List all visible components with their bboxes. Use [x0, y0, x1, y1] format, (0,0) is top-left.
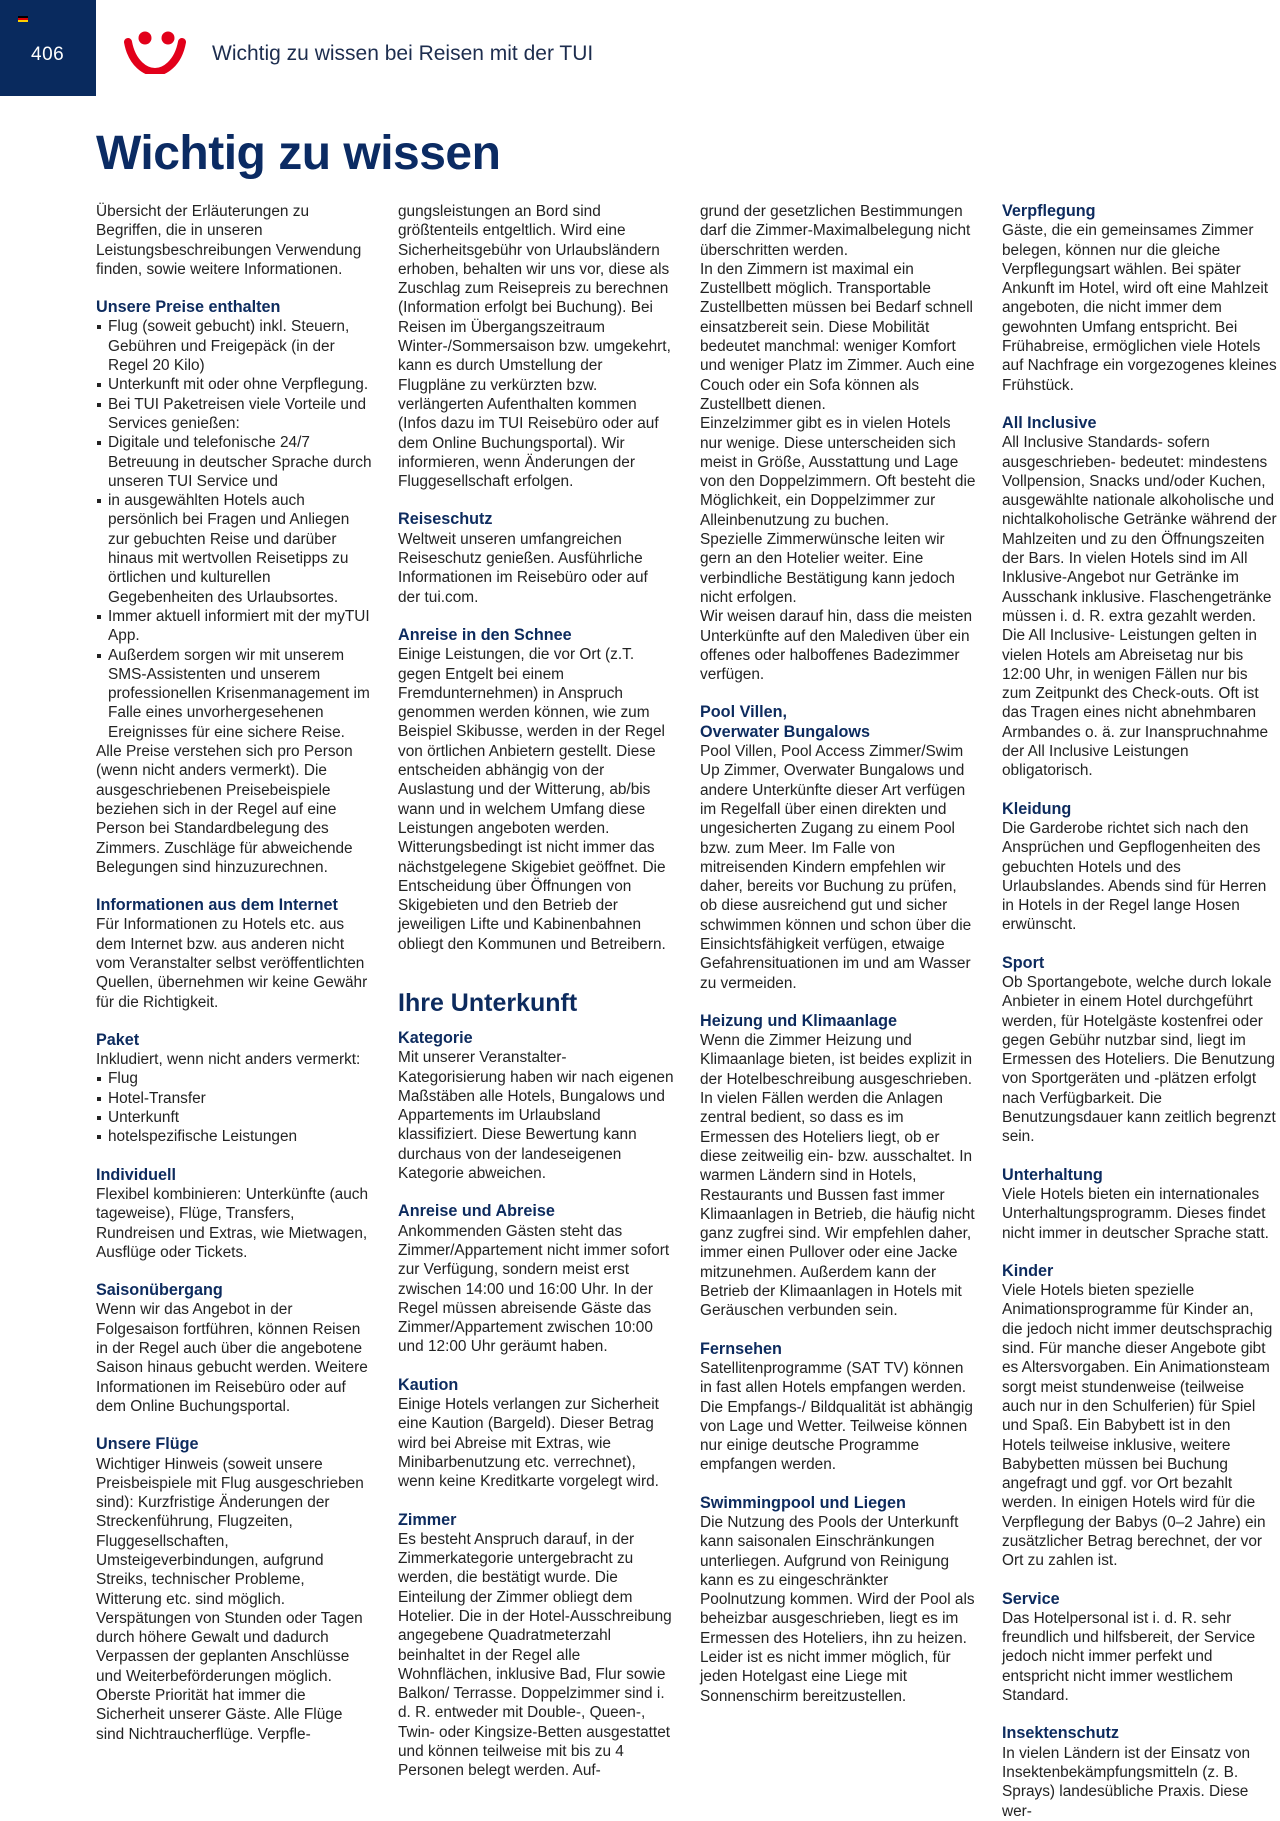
section-heading-individuell: Individuell — [96, 1165, 177, 1184]
preise-text: Alle Preise verstehen sich pro Person (wenn nicht anders vermerkt). Die ausgeschriebenen Preisebeispiele beziehen sich in der Regel auf eine Person bei Standardbelegung des Zimmers. Zuschläge für abweichende Belegungen sind hinzuzurechnen. — [96, 743, 353, 876]
pool-villen-text: Pool Villen, Pool Access Zimmer/Swim Up Zimmer, Overwater Bungalows und andere Unterkünfte dieser Art verfügen im Regelfall über einen direkten und ungesicherten Zugang zu einem Pool bzw. zum Meer. Im Falle von mitreisenden Kindern empfehlen wir daher, bereits vor Buchung zu prüfen, ob diese ausreichend gut und sicher schwimmen können und schon über die Einsichtsfähigkeit verfügen, etwaige Gefahrensituationen im und am Wasser zu vermeiden. — [700, 743, 972, 992]
list-item: Immer aktuell informiert mit der myTUI App. — [96, 607, 372, 646]
tui-logo-icon — [124, 30, 186, 74]
section-heading-heizung: Heizung und Klimaanlage — [700, 1011, 897, 1030]
list-item: Unterkunft — [96, 1108, 372, 1127]
zimmer-text-continued: grund der gesetzlichen Bestimmungen darf die Zimmer-Maximalbelegung nicht überschritten werden. — [700, 203, 971, 259]
section-heading-fluege: Unsere Flüge — [96, 1435, 199, 1454]
reiseschutz-text: Weltweit unseren umfangreichen Reiseschutz genießen. Ausführliche Informationen im Reisebüro oder auf der tui.com. — [398, 530, 648, 606]
anreise-text: Ankommenden Gästen steht das Zimmer/Appartement nicht immer sofort zur Verfügung, sondern meist erst zwischen 14:00 und 16:00 Uhr. In der Regel müssen abreisende Gäste das Zimmer/Appartement zwischen 10:00 und 12:00 Uhr geräumt haben. — [398, 1222, 670, 1356]
zimmer-text-continued: Einzelzimmer gibt es in vielen Hotels nur wenige. Diese unterscheiden sich meist in Größe, Ausstattung und Lage von den Doppelzimmern. Oft besteht die Möglichkeit, ein Doppelzimmer zur Alleinbenutzung zu buchen. — [700, 415, 976, 529]
zimmer-text-continued: Wir weisen darauf hin, dass die meisten Unterkünfte auf den Malediven über ein offenes oder halboffenes Badezimmer verfügen. — [700, 608, 973, 684]
zimmer-text-continued: Spezielle Zimmerwünsche leiten wir gern an den Hotelier weiter. Eine verbindliche Bestätigung kann jedoch nicht erfolgen. — [700, 531, 955, 606]
list-item: hotelspezifische Leistungen — [96, 1127, 372, 1146]
individuell-text: Flexibel kombinieren: Unterkünfte (auch tageweise), Flüge, Transfers, Rundreisen und Extras, wie Mietwagen, Ausflüge oder Tickets. — [96, 1185, 369, 1261]
section-heading-verpflegung: Verpflegung — [1002, 202, 1096, 220]
list-item: Digitale und telefonische 24/7 Betreuung in deutscher Sprache durch unseren TUI Service und — [96, 433, 372, 491]
section-heading-internet: Informationen aus dem Internet — [96, 896, 338, 915]
fernsehen-text: Satellitenprogramme (SAT TV) können in fast allen Hotels empfangen werden. Die Empfangs-/ Bildqualität ist abhängig von Lage und Wetter. Teilweise können nur einige deutsche Programme empfangen werden. — [700, 1359, 973, 1474]
preise-list — [96, 317, 372, 742]
section-heading-kaution: Kaution — [398, 1375, 459, 1394]
insektenschutz-text: In vielen Ländern ist der Einsatz von Insektenbekämpfungsmitteln (z. B. Sprays) landesübliche Praxis. Diese wer- — [1002, 1744, 1251, 1820]
page-number-tab — [0, 0, 96, 96]
kinder-text: Viele Hotels bieten spezielle Animationsprogramme für Kinder an, die jedoch nicht immer deutschsprachig sind. Für manche dieser Angebote gibt es Altersvorgaben. Ein Animationsteam sorgt meist stundenweise (teilweise auch nur in den Schulferien) für Spiel und Spaß. Ein Babybett ist in den Hotels teilweise inklusive, weitere Babybetten müssen bei Buchung angefragt und ggf. vor Ort bezahlt werden. In einigen Hotels wird für die Verpflegung der Babys (0–2 Jahre) ein zusätzlicher Betrag berechnet, der vor Ort zu zahlen ist. — [1002, 1282, 1273, 1570]
zimmer-text-continued: In den Zimmern ist maximal ein Zustellbett möglich. Transportable Zustellbetten müssen bei Bedarf schnell einsatzbereit sein. Diese Mobilität bedeutet manchmal: weniger Komfort und weniger Platz im Zimmer. Auch eine Couch oder ein Sofa können als Zustellbett dienen. — [700, 260, 975, 413]
running-header: Wichtig zu wissen bei Reisen mit der TUI — [212, 42, 594, 65]
section-heading-saison: Saisonübergang — [96, 1281, 223, 1300]
section-heading-preise: Unsere Preise enthalten — [96, 298, 281, 317]
intro-text: Übersicht der Erläuterungen zu Begriffen, die in unseren Leistungsbeschreibungen Verwendung finden, sowie weitere Informationen. — [96, 203, 362, 278]
column-3 — [700, 202, 976, 1706]
list-item: Außerdem sorgen wir mit unserem SMS-Assistenten und unserem professionellen Krisenmanagement im Falle eines unvorhergesehenen Ereignisses für eine sichere Reise. — [96, 646, 372, 742]
saison-text: Wenn wir das Angebot in der Folgesaison fortführen, können Reisen in der Regel auch über die angebotene Saison hinaus gebucht werden. Weitere Informationen im Reisebüro oder auf dem Online Buchungsportal. — [96, 1301, 368, 1415]
schnee-text: Einige Leistungen, die vor Ort (z.T. gegen Entgelt bei einem Fremdunternehmen) in Anspruch genommen werden können, wie zum Beispiel Skibusse, werden in der Regel von örtlichen Anbietern gestellt. Diese entscheiden abhängig von der Auslastung und der Witterung, ab/bis wann und in welchem Umfang diese Leistungen angeboten werden. Witterungsbedingt ist nicht immer das nächstgelegene Skigebiet geöffnet. Die Entscheidung über Öffnungen von Skigebieten und den Betrieb der jeweiligen Lifte und Kabinenbahnen obliegt den Kommunen und Betreibern. — [398, 646, 666, 953]
page-number: 406 — [31, 44, 65, 65]
list-item: Hotel-Transfer — [96, 1089, 372, 1108]
page-title: Wichtig zu wissen — [96, 127, 501, 180]
list-item: Bei TUI Paketreisen viele Vorteile und Services genießen: — [96, 395, 372, 434]
fluege-text-continued: gungsleistungen an Bord sind größtenteils entgeltlich. Wird eine Sicherheitsgebühr von Urlaubsländern erhoben, behalten wir uns vor, diese als Zuschlag zum Reisepreis zu berechnen (Information erfolgt bei Buchung). Bei Reisen im Übergangszeitraum Winter-/Sommersaison bzw. umgekehrt, kann es durch Umstellung der Flugpläne zu verkürzten bzw. verlängerten Aufenthalten kommen (Infos dazu im TUI Reisebüro oder auf dem Online Buchungsportal). Wir informieren, wenn Änderungen der Fluggesellschaft erfolgen. — [398, 203, 671, 491]
list-item: in ausgewählten Hotels auch persönlich bei Fragen und Anliegen zur gebuchten Reise und darüber hinaus mit wertvollen Reisetipps zu örtlichen und kulturellen Gegebenheiten des Urlaubsortes. — [96, 491, 372, 607]
internet-text: Für Informationen zu Hotels etc. aus dem Internet bzw. aus anderen nicht vom Veranstalter selbst veröffentlichten Quellen, übernehmen wir keine Gewähr für die Richtigkeit. — [96, 916, 368, 1011]
section-heading-paket: Paket — [96, 1030, 140, 1049]
section-heading-zimmer: Zimmer — [398, 1510, 457, 1529]
section-heading-pool-villen — [700, 703, 976, 742]
verpflegung-text: Gäste, die ein gemeinsames Zimmer belegen, können nur die gleiche Verpflegungsart wählen. Bei später Ankunft im Hotel, wird oft eine Mahlzeit angeboten, die nicht immer dem gewohnten Umfang entspricht. Bei Frühabreise, ermöglichen viele Hotels auf Nachfrage ein vorgezogenes kleines Frühstück. — [1002, 222, 1277, 394]
section-title-unterkunft: Ihre Unterkunft — [398, 988, 578, 1017]
section-heading-insektenschutz: Insektenschutz — [1002, 1724, 1119, 1743]
column-4 — [1002, 202, 1278, 1821]
section-heading-reiseschutz: Reiseschutz — [398, 510, 493, 529]
kaution-text: Einige Hotels verlangen zur Sicherheit eine Kaution (Bargeld). Dieser Betrag wird bei Abreise mit Extras, wie Minibarbenutzung etc. verrechnet), wenn keine Kreditkarte vorgelegt wird. — [398, 1396, 659, 1491]
unterhaltung-text: Viele Hotels bieten ein internationales Unterhaltungsprogramm. Dieses findet nicht immer in deutscher Sprache statt. — [1002, 1185, 1269, 1242]
paket-text: Inkludiert, wenn nicht anders vermerkt: — [96, 1051, 361, 1069]
swimmingpool-text: Die Nutzung des Pools der Unterkunft kann saisonalen Einschränkungen unterliegen. Aufgrund von Reinigung kann es zu eingeschränkter Poolnutzung kommen. Wird der Pool als beheizbar ausgeschrieben, liegt es im Ermessen des Hoteliers, ihn zu heizen. Leider ist es nicht immer möglich, für jeden Hotelgast eine Liege mit Sonnenschirm bereitzustellen. — [700, 1514, 975, 1705]
paket-list — [96, 1069, 372, 1146]
list-item: Flug (soweit gebucht) inkl. Steuern, Gebühren und Freigepäck (in der Regel 20 Kilo) — [96, 317, 372, 375]
column-2 — [398, 202, 674, 1781]
flag-icon — [18, 16, 28, 22]
zimmer-text: Es besteht Anspruch darauf, in der Zimmerkategorie untergebracht zu werden, die bestätigt wurde. Die Einteilung der Zimmer obliegt dem Hotelier. Die in der Hotel-Ausschreibung angegebene Quadratmeterzahl beinhaltet in der Regel alle Wohnflächen, inklusive Bad, Flur sowie Balkon/ Terrasse. Doppelzimmer sind i. d. R. entweder mit Double-, Queen-, Twin- oder Kingsize-Betten ausgestattet und können teilweise mit bis zu 4 Personen belegt werden. Auf- — [398, 1530, 672, 1780]
column-1 — [96, 202, 372, 1744]
section-heading-kleidung: Kleidung — [1002, 799, 1072, 818]
kategorie-text: Mit unserer Veranstalter-Kategorisierung haben wir nach eigenen Maßstäben alle Hotels, Bungalows und Appartements im Urlaubsland klassifiziert. Diese Bewertung kann durchaus von der landeseigenen Kategorie abweichen. — [398, 1049, 674, 1183]
section-heading-swimmingpool: Swimmingpool und Liegen — [700, 1493, 906, 1512]
section-heading-kinder: Kinder — [1002, 1261, 1054, 1280]
section-heading-service: Service — [1002, 1589, 1060, 1608]
sport-text: Ob Sportangebote, welche durch lokale Anbieter in einem Hotel durchgeführt werden, für Hotelgäste kostenfrei oder gegen Gebühr nutzbar sind, liegt im Ermessen des Hoteliers. Die Benutzung von Sportgeräten und -plätzen erfolgt nach Verfügbarkeit. Die Benutzungsdauer kann zeitlich begrenzt sein. — [1002, 973, 1276, 1146]
section-heading-fernsehen: Fernsehen — [700, 1339, 782, 1358]
list-item: Unterkunft mit oder ohne Verpflegung. — [96, 375, 372, 394]
section-heading-kategorie: Kategorie — [398, 1028, 473, 1047]
section-heading-sport: Sport — [1002, 953, 1045, 972]
fluege-text: Wichtiger Hinweis (soweit unsere Preisbeispiele mit Flug ausgeschrieben sind): Kurzfristige Änderungen der Streckenführung, Flugzeiten, Fluggesellschaften, Umsteigeverbindungen, aufgrund Streiks, technischer Probleme, Witterung etc. sind möglich. Verspätungen von Stunden oder Tagen durch höhere Gewalt und dadurch Verpassen der geplanten Anschlüsse und Weiterbeförderungen möglich. Oberste Priorität hat immer die Sicherheit unserer Gäste. Alle Flüge sind Nichtraucherflüge. Verpfle- — [96, 1455, 364, 1743]
heading-line: Overwater Bungalows — [700, 722, 871, 741]
heading-line: Pool Villen, — [700, 703, 787, 722]
heizung-text: Wenn die Zimmer Heizung und Klimaanlage bieten, ist beides explizit in der Hotelbeschreibung ausgeschrieben. In vielen Fällen werden die Anlagen zentral bedient, so dass es im Ermessen des Hoteliers liegt, ob er diese zeitweilig ein- bzw. ausschaltet. In warmen Ländern sind in Hotels, Restaurants und Bussen fast immer Klimaanlagen in Betrieb, die häufig nicht ganz zugfrei sind. Wir empfehlen daher, immer einen Pullover oder eine Jacke mitzunehmen. Außerdem kann der Betrieb der Klimaanlagen in Hotels mit Geräuschen verbunden sein. — [700, 1032, 975, 1320]
all-inclusive-text: All Inclusive Standards- sofern ausgeschrieben- bedeutet: mindestens Vollpension, Snacks und/oder Kuchen, ausgewählte nationale alkoholische und nichtalkoholische Getränke während der Mahlzeiten und zu den Öffnungszeiten der Bars. In vielen Hotels sind im All Inklusive-Angebot nur Getränke im Ausschank inklusive. Flaschengetränke müssen i. d. R. extra gezahlt werden. Die All Inclusive- Leistungen gelten in vielen Hotels am Abreisetag nur bis 12:00 Uhr, in wenigen Fällen nur bis zum Zeitpunkt des Check-outs. Oft ist das Tragen eines nicht abnehmbaren Armbandes o. ä. zur Inanspruchnahme der All Inclusive Leistungen obligatorisch. — [1002, 434, 1277, 780]
section-heading-schnee: Anreise in den Schnee — [398, 625, 572, 644]
section-heading-anreise: Anreise und Abreise — [398, 1202, 555, 1221]
service-text: Das Hotelpersonal ist i. d. R. sehr freundlich und hilfsbereit, der Service jedoch nicht immer perfekt und entspricht nicht immer westlichem Standard. — [1002, 1609, 1256, 1705]
section-heading-all-inclusive: All Inclusive — [1002, 413, 1097, 432]
kleidung-text: Die Garderobe richtet sich nach den Ansprüchen und Gepflogenheiten des gebuchten Hotels und des Urlaubslandes. Abends sind für Herren in Hotels in der Regel lange Hosen erwünscht. — [1002, 819, 1267, 934]
list-item: Flug — [96, 1069, 372, 1088]
section-heading-unterhaltung: Unterhaltung — [1002, 1165, 1103, 1184]
